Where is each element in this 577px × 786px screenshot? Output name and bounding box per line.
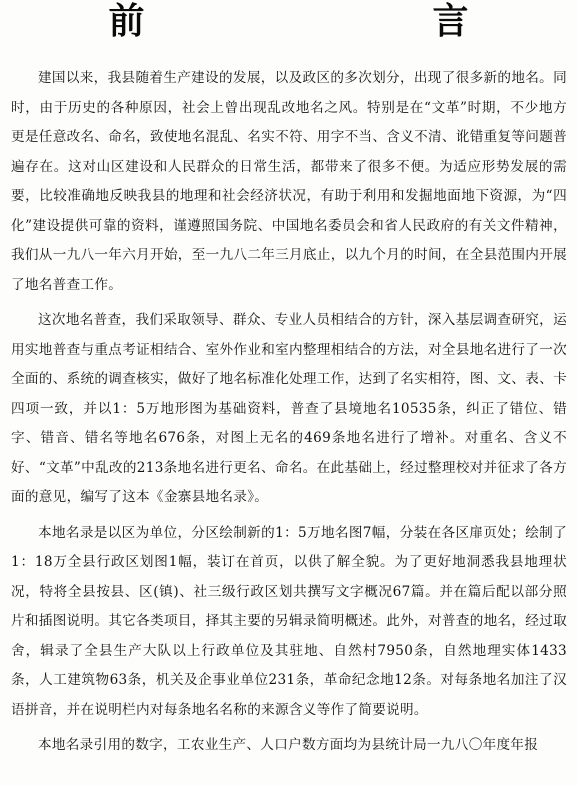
- paragraph-4: 本地名录引用的数字，工农业生产、人口户数方面均为县统计局一九八〇年度年报: [38, 737, 539, 753]
- paragraph-1: 建国以来，我县随着生产建设的发展，以及政区的多次划分，出现了很多新的地名。同时，由于历史的各种原因，社会上曾出现乱改地名之风。特别是在“文革”时期，不少地方更是任意改名、命名，致使地名混乱、名实不符、用字不当、含义不清、讹错重复等问题普遍存在。这对山区建设和人民群众的日常生活，都带来了很多不便。为适应形势发展的需要，比较准确地反映我县的地理和社会经济状况，有助于利用和发掘地面地下资源，为“四化”建设提供可靠的资料，谨遵照国务院、中国地名委员会和省人民政府的有关文件精神，我们从一九八一年六月开始，至一九八二年三月底止，以九个月的时间，在全县范围内开展了地名普查工作。: [11, 70, 567, 293]
- page-title: 前 言: [108, 1, 541, 42]
- body-text: [11, 64, 567, 767]
- paragraph-3: 本地名录是以区为单位，分区绘制新的1：5万地名图7幅，分装在各区扉页处；绘制了1：18万全县行政区划图1幅，装订在首页，以供了解全貌。为了更好地洞悉我县地理状况，特将全县按县、区(镇)、社三级行政区划共撰写文字概况67篇。并在篇后配以部分照片和插图说明。其它各类项目，择其主要的另辑录简明概述。此外，对普查的地名，经过取舍，辑录了全县生产大队以上行政单位及其驻地、自然村7950条，自然地理实体1433条，人工建筑物63条，机关及企事业单位231条，革命纪念地12条。对每条地名加注了汉语拼音，并在说明栏内对每条地名名称的来源含义等作了简要说明。: [11, 524, 567, 718]
- paragraph-2: 这次地名普查，我们采取领导、群众、专业人员相结合的方针，深入基层调查研究，运用实地普查与重点考证相结合、室外作业和室内整理相结合的方法，对全县地名进行了一次全面的、系统的调查核实，做好了地名标准化处理工作，达到了名实相符，图、文、表、卡四项一致，并以1：5万地形图为基础资料，普查了县境地名10535条，纠正了错位、错字、错音、错名等地名676条，对图上无名的469条地名进行了增补。对重名、含义不好、“文革”中乱改的213条地名进行更名、命名。在此基础上，经过整理校对并征求了各方面的意见，编写了这本《金寨县地名录》。: [11, 312, 567, 505]
